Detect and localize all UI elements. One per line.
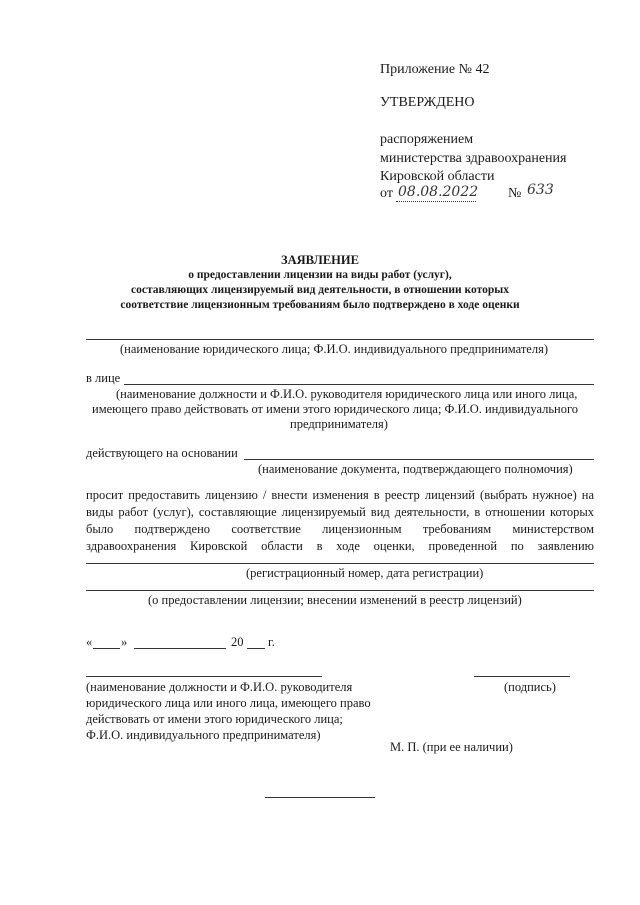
year-suffix: г. (268, 635, 275, 649)
appendix-number: Приложение № 42 (380, 62, 490, 77)
request-line-1: просит предоставить лицензию / внести изменения в реестр лицензий (выбрать нужное) на (86, 488, 594, 502)
basis-caption: (наименование документа, подтверждающего полномочия) (258, 462, 573, 476)
order-line-1: распоряжением (380, 132, 474, 147)
handwritten-number: 633 (527, 182, 554, 198)
person-caption-1: (наименование должности и Ф.И.О. руководителя юридического лица или иного лица, (116, 387, 578, 401)
person-label: в лице (86, 371, 121, 385)
org-name-field[interactable] (86, 339, 594, 340)
year-prefix: 20 (231, 635, 244, 649)
org-name-caption: (наименование юридического лица; Ф.И.О. индивидуального предпринимателя) (120, 342, 549, 356)
title-line-2: составляющих лицензируемый вид деятельности, в отношении которых (131, 284, 509, 296)
month-field[interactable] (134, 648, 226, 649)
order-line-3: Кировской области (380, 169, 495, 184)
person-caption-3: предпринимателя) (290, 417, 388, 431)
registration-field[interactable] (86, 563, 594, 564)
signature-caption: (подпись) (504, 680, 556, 694)
request-line-3: было подтверждено соответствие лицензионным требованиям министерством (86, 522, 594, 536)
registration-caption: (регистрационный номер, дата регистрации) (246, 566, 484, 580)
day-field[interactable] (93, 648, 120, 649)
signer-name-field[interactable] (86, 676, 322, 677)
request-type-field[interactable] (86, 590, 594, 591)
request-type-caption: (о предоставлении лицензии; внесении изменений в реестр лицензий) (148, 593, 522, 607)
number-label: № (508, 186, 522, 201)
signer-caption-2: юридического лица или иного лица, имеющего право (86, 696, 371, 710)
request-line-4: здравоохранения Кировской области в ходе оценки, проведенной по заявлению (86, 539, 594, 553)
basis-label: действующего на основании (86, 446, 238, 460)
from-label: от (380, 186, 393, 201)
request-line-2: виды работ (услуг), составляющие лицензируемый вид деятельности, в отношении которых (86, 505, 594, 519)
person-field[interactable] (124, 384, 594, 385)
signer-caption-1: (наименование должности и Ф.И.О. руководителя (86, 680, 353, 694)
document-title: ЗАЯВЛЕНИЕ (281, 253, 359, 267)
title-line-3: соответствие лицензионным требованиям было подтверждено в ходе оценки (120, 299, 520, 311)
date-close-quote: » (121, 635, 128, 649)
date-underline (396, 201, 476, 202)
basis-field[interactable] (244, 459, 594, 460)
bottom-divider (265, 797, 375, 798)
person-caption-2: имеющего право действовать от имени этого юридического лица; Ф.И.О. индивидуального (92, 402, 579, 416)
order-line-2: министерства здравоохранения (380, 151, 567, 166)
date-open-quote: « (86, 635, 93, 649)
stamp-note: М. П. (при ее наличии) (390, 740, 513, 754)
signature-field[interactable] (474, 676, 570, 677)
signer-caption-4: Ф.И.О. индивидуального предпринимателя) (86, 728, 321, 742)
year-field[interactable] (247, 648, 265, 649)
handwritten-date: 08.08.2022 (398, 184, 479, 200)
signer-caption-3: действовать от имени этого юридического лица; (86, 712, 343, 726)
approved-label: УТВЕРЖДЕНО (380, 95, 475, 110)
title-line-1: о предоставлении лицензии на виды работ (услуг), (188, 269, 452, 281)
